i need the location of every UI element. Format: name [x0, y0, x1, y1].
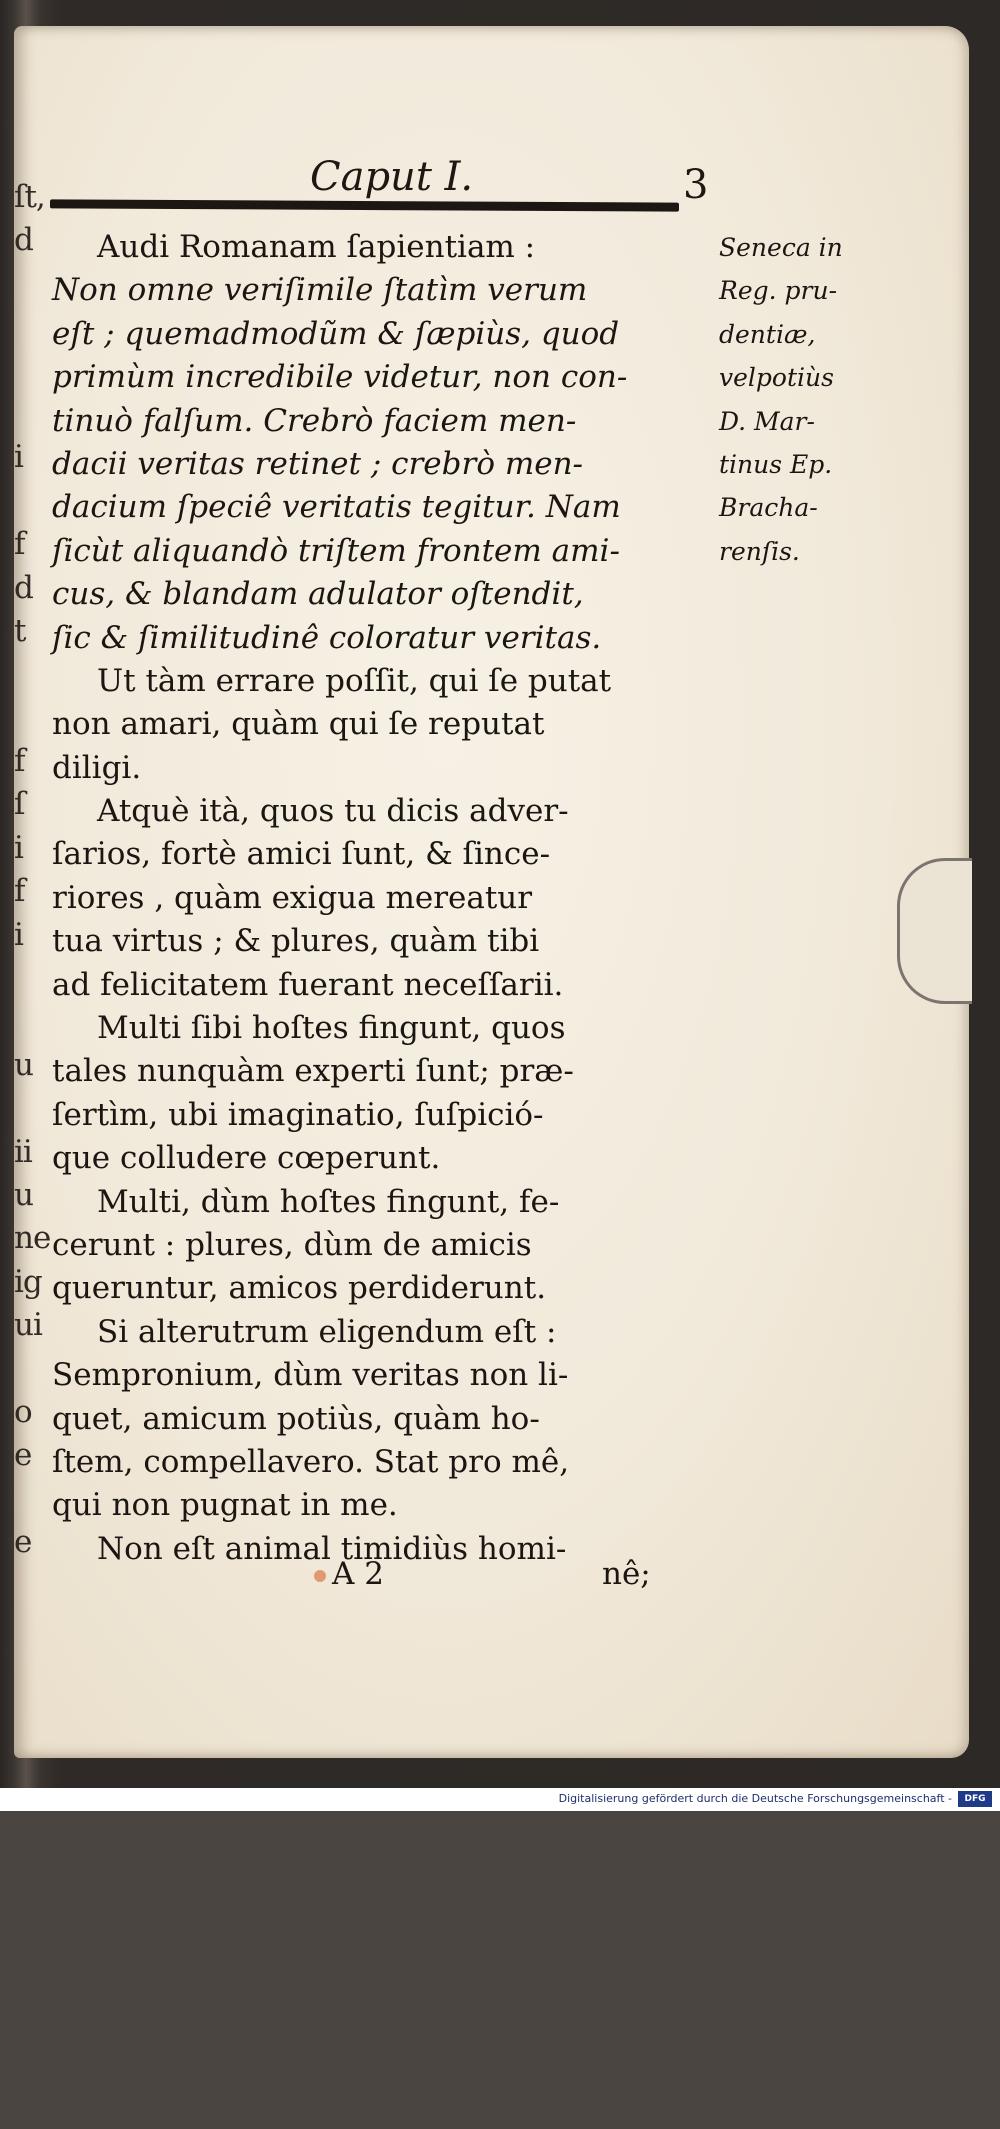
- edge-fragment: ig: [14, 1263, 42, 1300]
- edge-fragment: f: [14, 526, 25, 563]
- marginal-note-line: D. Mar-: [719, 406, 815, 436]
- edge-fragment: [14, 1087, 38, 1130]
- page-number: 3: [683, 162, 709, 208]
- edge-fragment: [14, 1348, 38, 1391]
- edge-fragment: [14, 1868, 38, 1911]
- text-line: Non eſt animal timidiùs homi-: [97, 1530, 567, 1567]
- marginal-note-line: velpotiùs: [719, 363, 834, 393]
- edge-fragment: [14, 1608, 38, 1651]
- edge-fragment: [14, 2042, 38, 2085]
- edge-fragment: [14, 1998, 38, 2041]
- signature-text: A 2: [332, 1556, 384, 1592]
- book-page: [14, 26, 969, 1758]
- edge-fragment: [14, 2085, 38, 2128]
- edge-fragment: d: [14, 222, 33, 259]
- facing-page-edge-fragments: [14, 176, 51, 1561]
- edge-fragment: ii: [14, 1133, 32, 1170]
- text-line: ſicùt aliquandò triſtem frontem ami-: [52, 532, 620, 569]
- marginal-note: [719, 226, 884, 573]
- running-head: Caput I.: [310, 154, 474, 200]
- edge-fragment: u: [14, 1176, 33, 1213]
- text-line: Multi, dùm hoſtes fingunt, fe-: [97, 1183, 560, 1220]
- edge-fragment: [14, 653, 38, 696]
- text-line: diligi.: [52, 749, 142, 786]
- text-line: quet, amicum potiùs, quàm ho-: [52, 1400, 540, 1437]
- signature-mark: [314, 1556, 384, 1592]
- text-line: ſarios, fortè amici ſunt, & ſince-: [52, 836, 551, 873]
- edge-fragment: f: [14, 873, 25, 910]
- marginal-note-line: Bracha-: [719, 493, 818, 523]
- show-through-bleed: [134, 118, 534, 148]
- edge-fragment: [14, 957, 38, 1000]
- text-line: tales nunquàm experti ſunt; præ-: [52, 1053, 574, 1090]
- edge-fragment: ui: [14, 1307, 42, 1344]
- edge-fragment: [14, 393, 38, 436]
- edge-fragment: ſt,: [14, 179, 45, 215]
- edge-fragment: [14, 1738, 38, 1781]
- text-line: eſt ; quemadmodũm & ſæpiùs, quod: [52, 315, 620, 352]
- marginal-note-line: Reg. pru-: [719, 276, 838, 306]
- text-line: tinuò falſum. Crebrò faciem men-: [52, 402, 577, 439]
- catchword: nê;: [602, 1556, 651, 1592]
- edge-fragment: [14, 1565, 38, 1608]
- text-line: Multi ſibi hoſtes fingunt, quos: [97, 1010, 566, 1047]
- funding-credit: Digitalisierung gefördert durch die Deutsche Forschungsgemeinschaft -: [558, 1792, 952, 1805]
- edge-fragment: u: [14, 1046, 33, 1083]
- edge-fragment: [14, 1912, 38, 1955]
- text-line: ad felicitatem fuerant neceſſarii.: [52, 966, 564, 1003]
- text-line: non amari, quàm qui ſe reputat: [52, 706, 545, 743]
- edge-fragment: [14, 1478, 38, 1521]
- text-line: queruntur, amicos perdiderunt.: [52, 1270, 547, 1307]
- edge-fragment: [14, 263, 38, 306]
- edge-fragment: [14, 1695, 38, 1738]
- edge-fragment: [14, 1955, 38, 1998]
- edge-fragment: e: [14, 1524, 32, 1561]
- edge-fragment: d: [14, 569, 33, 606]
- edge-fragment: [14, 1000, 38, 1043]
- marginal-note-line: dentiæ,: [719, 319, 816, 349]
- text-line: Audi Romanam ſapientiam :: [97, 229, 536, 265]
- edge-fragment: t: [14, 612, 26, 649]
- marginal-note-line: Seneca in: [719, 233, 843, 262]
- edge-fragment: i: [14, 439, 23, 476]
- footer-bar: [0, 1788, 1000, 1811]
- edge-fragment: [14, 1651, 38, 1694]
- edge-fragment: [14, 350, 38, 393]
- text-line: Non omne veriſimile ſtatìm verum: [52, 272, 588, 309]
- text-line: riores , quàm exigua mereatur: [52, 879, 533, 916]
- body-text: [52, 226, 702, 1571]
- edge-fragment: [14, 480, 38, 523]
- text-line: qui non pugnat in me.: [52, 1487, 398, 1524]
- edge-fragment: i: [14, 829, 23, 866]
- text-line: dacii veritas retinet ; crebrò men-: [52, 445, 584, 482]
- text-line: ſtem, compellavero. Stat pro mê,: [52, 1443, 570, 1480]
- edge-fragment: [14, 306, 38, 349]
- edge-fragment: [14, 697, 38, 740]
- text-line: tua virtus ; & plures, quàm tibi: [52, 923, 540, 960]
- dfg-logo: DFG: [958, 1791, 992, 1807]
- text-line: ſertìm, ubi imaginatio, ſuſpició-: [52, 1096, 544, 1133]
- text-line: primùm incredibile videtur, non con-: [52, 359, 628, 396]
- marginal-note-line: tinus Ep.: [719, 449, 833, 479]
- text-line: que colludere cœperunt.: [52, 1140, 441, 1177]
- edge-fragment: e: [14, 1437, 32, 1474]
- text-line: cus, & blandam adulator oſtendit,: [52, 576, 584, 613]
- edge-fragment: f: [14, 743, 25, 780]
- text-line: Ut tàm errare poſſit, qui ſe putat: [97, 662, 612, 699]
- page-clip: [897, 858, 972, 1004]
- text-line: Sempronium, dùm veritas non li-: [52, 1357, 569, 1394]
- marginal-note-line: renſis.: [719, 536, 800, 566]
- edge-fragment: ſ: [14, 786, 25, 823]
- edge-fragment: ne: [14, 1220, 51, 1257]
- text-line: dacium ſpeciê veritatis tegitur. Nam: [52, 489, 621, 526]
- edge-fragment: [14, 1825, 38, 1868]
- text-line: Atquè ità, quos tu dicis adver-: [97, 793, 569, 830]
- ink-spot: [314, 1570, 326, 1582]
- edge-fragment: i: [14, 916, 23, 953]
- text-line: Si alterutrum eligendum eſt :: [97, 1313, 557, 1350]
- edge-fragment: o: [14, 1393, 32, 1430]
- text-line: cerunt : plures, dùm de amicis: [52, 1226, 532, 1263]
- text-line: ſic & ſimilitudinê coloratur veritas.: [52, 619, 602, 656]
